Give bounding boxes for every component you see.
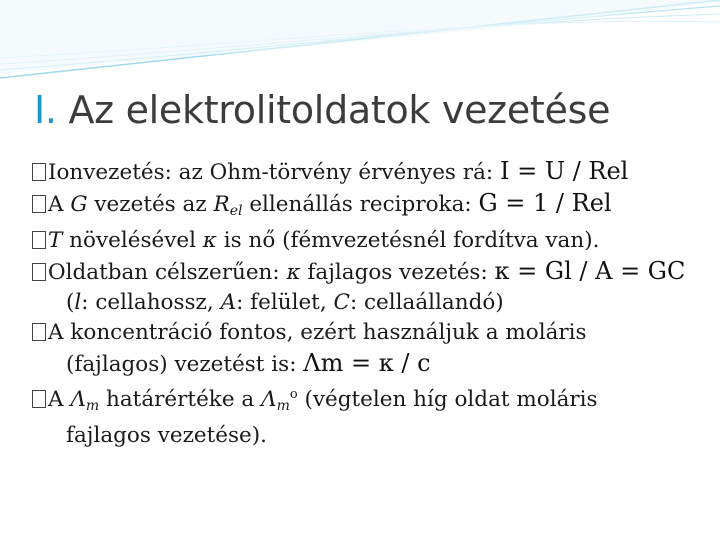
missing-glyph-bullet-icon xyxy=(32,323,46,341)
bullet-specific-conductance-note: (l: cellahossz, A: felület, C: cellaállandó) xyxy=(66,290,504,315)
formula-ohm: I = U / Rel xyxy=(499,157,629,185)
bullet-conductance: A G vezetés az Rel ellenállás reciproka: G = 1 / Rel xyxy=(32,188,712,226)
title-text: Az elektrolitoldatok vezetése xyxy=(68,88,611,132)
bullet-ohm-law: Ionvezetés: az Ohm-törvény érvényes rá: I = U / Rel xyxy=(32,156,712,188)
slide-body xyxy=(32,156,712,451)
missing-glyph-bullet-icon xyxy=(32,263,46,281)
bullet-specific-conductance: Oldatban célszerűen: κ fajlagos vezetés: κ = Gl / A = GC xyxy=(32,256,712,288)
bullet-limiting-value-cont: fajlagos vezetése). xyxy=(66,423,267,449)
formula-conductance: G = 1 / Rel xyxy=(478,189,612,217)
slide-title xyxy=(34,88,610,132)
formula-molar: Λm = κ / c xyxy=(303,349,431,377)
missing-glyph-bullet-icon xyxy=(32,163,46,181)
decorative-curves xyxy=(0,0,720,100)
bullet-molar-conductance: A koncentráció fontos, ezért használjuk a moláris xyxy=(32,318,712,348)
title-number: I. xyxy=(34,88,57,132)
missing-glyph-bullet-icon xyxy=(32,231,46,249)
formula-kappa: κ = Gl / A = GC xyxy=(494,257,686,285)
missing-glyph-bullet-icon xyxy=(32,195,46,213)
bullet-limiting-value: A Λm határértéke a $\Lambda m^o$ (végtelen híg oldat moláris xyxy=(32,380,712,421)
bullet-molar-conductance-cont: (fajlagos) vezetést is: Λm = κ / c xyxy=(66,349,431,377)
bullet-temperature: T növelésével κ is nő (fémvezetésnél fordítva van). xyxy=(32,226,712,256)
missing-glyph-bullet-icon xyxy=(32,390,46,408)
